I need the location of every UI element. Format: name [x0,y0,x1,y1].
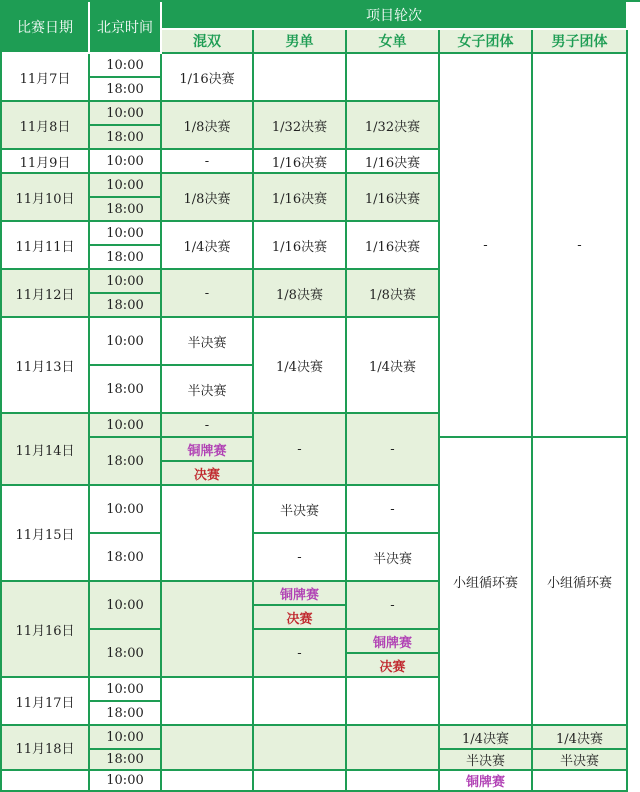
header-mixed-doubles: 混双 [162,30,254,54]
time-cell: 18:00 [90,198,162,222]
womens-singles-cell: 1/16决赛 [347,174,440,222]
final-match-label: 决赛 [347,654,440,678]
time-cell: 18:00 [90,534,162,582]
mens-team-cell: 1/4决赛 [533,726,628,750]
header-womens-team: 女子团体 [440,30,533,54]
time-cell: 18:00 [90,630,162,678]
header-events-title: 项目轮次 [162,2,628,30]
mens-singles-cell: - [254,414,347,486]
womens-singles-cell: 1/32决赛 [347,102,440,150]
date-cell: 11月13日 [2,318,90,414]
mixed-doubles-cell [162,678,254,726]
time-cell: 10:00 [90,150,162,174]
time-cell: 10:00 [90,582,162,630]
time-cell: 10:00 [90,726,162,750]
mens-team-cell: 半决赛 [533,750,628,771]
womens-team-cell: 1/4决赛 [440,726,533,750]
mixed-doubles-cell [162,486,254,582]
time-cell: 10:00 [90,414,162,438]
womens-singles-cell: - [347,582,440,630]
mixed-doubles-cell [162,582,254,678]
mens-singles-cell: - [254,534,347,582]
mens-team-cell: - [533,54,628,438]
bronze-match-label: 铜牌赛 [347,630,440,654]
mixed-doubles-cell: - [162,270,254,318]
header-date: 比赛日期 [2,2,90,54]
mixed-doubles-cell [162,771,254,792]
time-cell: 10:00 [90,486,162,534]
time-cell: 18:00 [90,246,162,270]
mens-singles-cell: 1/8决赛 [254,270,347,318]
time-cell: 18:00 [90,366,162,414]
mixed-doubles-cell: 1/8决赛 [162,174,254,222]
mens-singles-cell: 1/32决赛 [254,102,347,150]
mens-singles-cell: - [254,630,347,678]
mixed-doubles-cell: 半决赛 [162,366,254,414]
time-cell: 10:00 [90,270,162,294]
womens-singles-cell [347,54,440,102]
date-cell: 11月18日 [2,726,90,771]
womens-team-cell: 小组循环赛 [440,438,533,726]
womens-singles-cell: - [347,414,440,486]
womens-singles-cell: - [347,486,440,534]
womens-team-cell: 半决赛 [440,750,533,771]
womens-singles-cell: 1/16决赛 [347,150,440,174]
mixed-doubles-cell: 1/4决赛 [162,222,254,270]
mens-singles-cell: 1/4决赛 [254,318,347,414]
time-cell: 10:00 [90,318,162,366]
time-cell: 10:00 [90,102,162,126]
mixed-doubles-cell: 1/8决赛 [162,102,254,150]
womens-singles-cell: 1/4决赛 [347,318,440,414]
mens-team-cell [533,771,628,792]
time-cell: 18:00 [90,126,162,150]
date-cell: 11月10日 [2,174,90,222]
date-cell: 11月12日 [2,270,90,318]
bronze-match-label: 铜牌赛 [440,771,533,792]
bronze-match-label: 铜牌赛 [162,438,254,462]
womens-singles-cell: 1/8决赛 [347,270,440,318]
womens-team-cell: - [440,54,533,438]
final-match-label: 决赛 [162,462,254,486]
mens-singles-cell: 1/16决赛 [254,174,347,222]
date-cell: 11月9日 [2,150,90,174]
date-cell [2,771,90,792]
date-cell: 11月17日 [2,678,90,726]
womens-singles-cell [347,726,440,771]
date-cell: 11月8日 [2,102,90,150]
mixed-doubles-cell [162,726,254,771]
date-cell: 11月7日 [2,54,90,102]
time-cell: 18:00 [90,702,162,726]
time-cell: 18:00 [90,438,162,486]
date-cell: 11月15日 [2,486,90,582]
header-time: 北京时间 [90,2,162,54]
mens-singles-cell [254,678,347,726]
bronze-match-label: 铜牌赛 [254,582,347,606]
mixed-doubles-cell: 1/16决赛 [162,54,254,102]
date-cell: 11月14日 [2,414,90,486]
final-match-label: 决赛 [254,606,347,630]
date-cell: 11月16日 [2,582,90,678]
womens-singles-cell [347,771,440,792]
time-cell: 18:00 [90,294,162,318]
mixed-doubles-cell: - [162,150,254,174]
time-cell: 18:00 [90,78,162,102]
time-cell: 10:00 [90,54,162,78]
time-cell: 10:00 [90,222,162,246]
header-womens-singles: 女单 [347,30,440,54]
mixed-doubles-cell: 半决赛 [162,318,254,366]
header-mens-team: 男子团体 [533,30,628,54]
womens-singles-cell: 1/16决赛 [347,222,440,270]
mens-singles-cell: 1/16决赛 [254,222,347,270]
mens-singles-cell [254,726,347,771]
mixed-doubles-cell: - [162,414,254,438]
mens-team-cell: 小组循环赛 [533,438,628,726]
mens-singles-cell: 1/16决赛 [254,150,347,174]
mens-singles-cell [254,771,347,792]
womens-singles-cell [347,678,440,726]
time-cell: 18:00 [90,750,162,771]
time-cell: 10:00 [90,174,162,198]
header-mens-singles: 男单 [254,30,347,54]
mens-singles-cell [254,54,347,102]
time-cell: 10:00 [90,771,162,792]
date-cell: 11月11日 [2,222,90,270]
mens-singles-cell: 半决赛 [254,486,347,534]
time-cell: 10:00 [90,678,162,702]
womens-singles-cell: 半决赛 [347,534,440,582]
